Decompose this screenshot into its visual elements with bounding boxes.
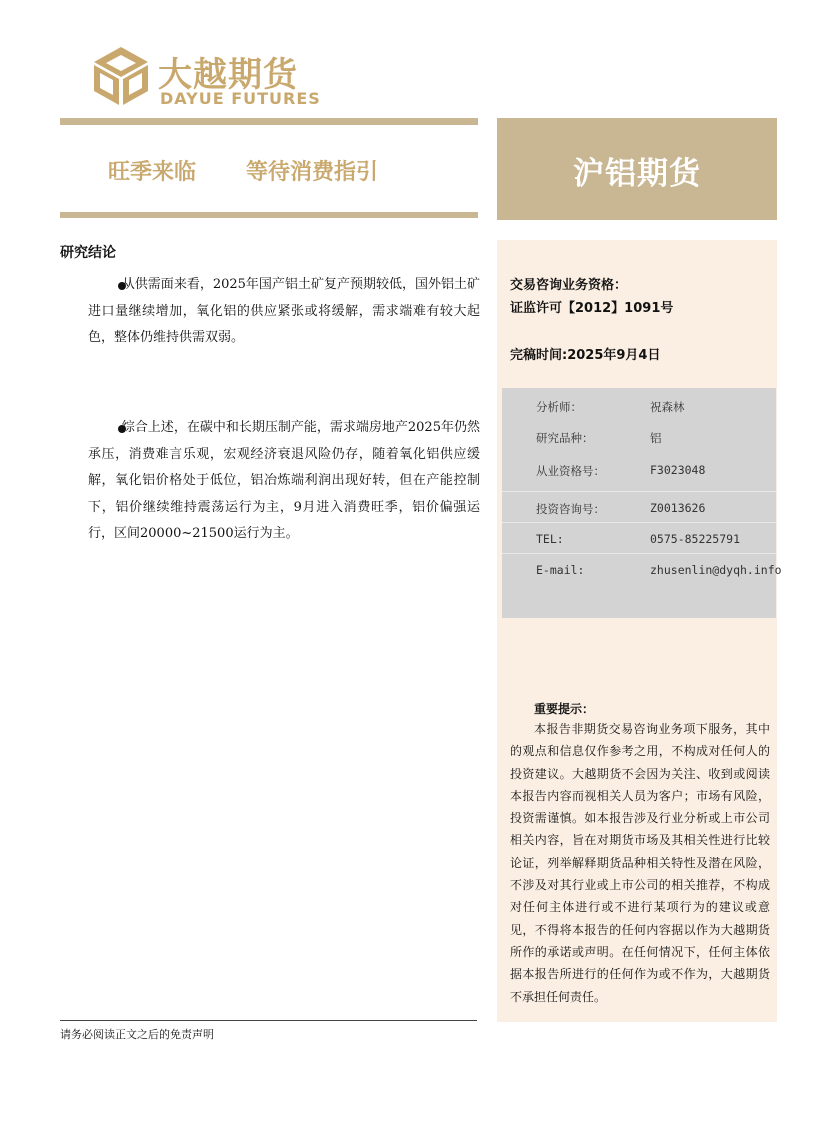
qualification-label: 交易咨询业务资格： <box>510 278 628 293</box>
footer-disclaimer: 请务必阅读正文之后的免责声明 <box>60 1028 214 1041</box>
info-value: Z0013626 <box>650 501 706 515</box>
brand-name-en: DAYUE FUTURES <box>160 89 321 108</box>
info-row-email <box>502 553 782 585</box>
cube-logo-icon <box>90 45 152 107</box>
subtitle-left: 旺季来临 <box>108 160 197 185</box>
info-value: 祝森林 <box>650 400 685 414</box>
header-rule-bottom <box>60 212 478 218</box>
research-heading: 研究结论 <box>60 245 116 261</box>
report-subtitle <box>108 155 378 186</box>
footer-rule <box>60 1020 477 1021</box>
product-banner <box>497 118 777 220</box>
license-number: 证监许可【2012】1091号 <box>510 301 674 316</box>
info-row-tel <box>502 522 776 554</box>
product-title: 沪铝期货 <box>573 156 701 192</box>
subtitle-right: 等待消费指引 <box>246 160 379 185</box>
info-key: 投资咨询号： <box>536 502 605 516</box>
info-value: 铝 <box>650 431 662 445</box>
analyst-info-table <box>502 388 782 618</box>
info-value: 0575-85225791 <box>650 532 741 546</box>
info-key: TEL: <box>536 532 564 546</box>
research-bullet-1: 从供需面来看，2025年国产铝土矿复产预期较低，国外铝土矿进口量继续增加，氧化铝的供应紧张或将缓解，需求端难有较大起色，整体仍维持供需双弱。 <box>88 277 480 345</box>
header-rule-top <box>60 118 478 125</box>
info-row-qualification <box>502 454 776 485</box>
notice-body: 本报告非期货交易咨询业务项下服务，其中的观点和信息仅作参考之用，不构成对任何人的投资建议。大越期货不会因为关注、收到或阅读本报告内容而视相关人员为客户；市场有风险，投资需谨慎。如本报告涉及行业分析或上市公司相关内容，旨在对期货市场及其相关性进行比较论证，列举解释期货品种相关特性及潜在风险，不涉及对其行业或上市公司的相关推荐，不构成对任何主体进行或不进行某项行为的建议或意见，不得将本报告的任何内容据以作为大越期货所作的承诺或声明。在任何情况下，任何主体依据本报告所进行的任何作为或不作为，大越期货不承担任何责任。 <box>510 722 770 1004</box>
info-value: F3023048 <box>650 463 706 477</box>
info-key: 从业资格号： <box>536 464 605 478</box>
research-bullet-2: 综合上述，在碳中和长期压制产能，需求端房地产2025年仍然承压，消费难言乐观，宏观经济衰退风险仍存，随着氧化铝供应缓解，氧化铝价格处于低位，铝冶炼端利润出现好转，但在产能控制下，铝价继续维持震荡运行为主，9月进入消费旺季，铝价偏强运行，区间20000~21500运行为主。 <box>88 420 480 541</box>
info-value[interactable]: zhusenlin@dyqh.info <box>650 563 782 577</box>
info-row-analyst <box>502 390 776 421</box>
info-row-consult <box>502 491 776 523</box>
info-row-variety <box>502 421 776 452</box>
brand-name-cn: 大越期货 <box>158 55 298 95</box>
info-key: E-mail: <box>536 563 585 577</box>
company-logo <box>90 45 320 113</box>
completion-date: 完稿时间:2025年9月4日 <box>510 348 661 363</box>
info-key: 分析师： <box>536 400 582 414</box>
info-key: 研究品种： <box>536 431 594 445</box>
notice-title: 重要提示： <box>534 702 595 716</box>
